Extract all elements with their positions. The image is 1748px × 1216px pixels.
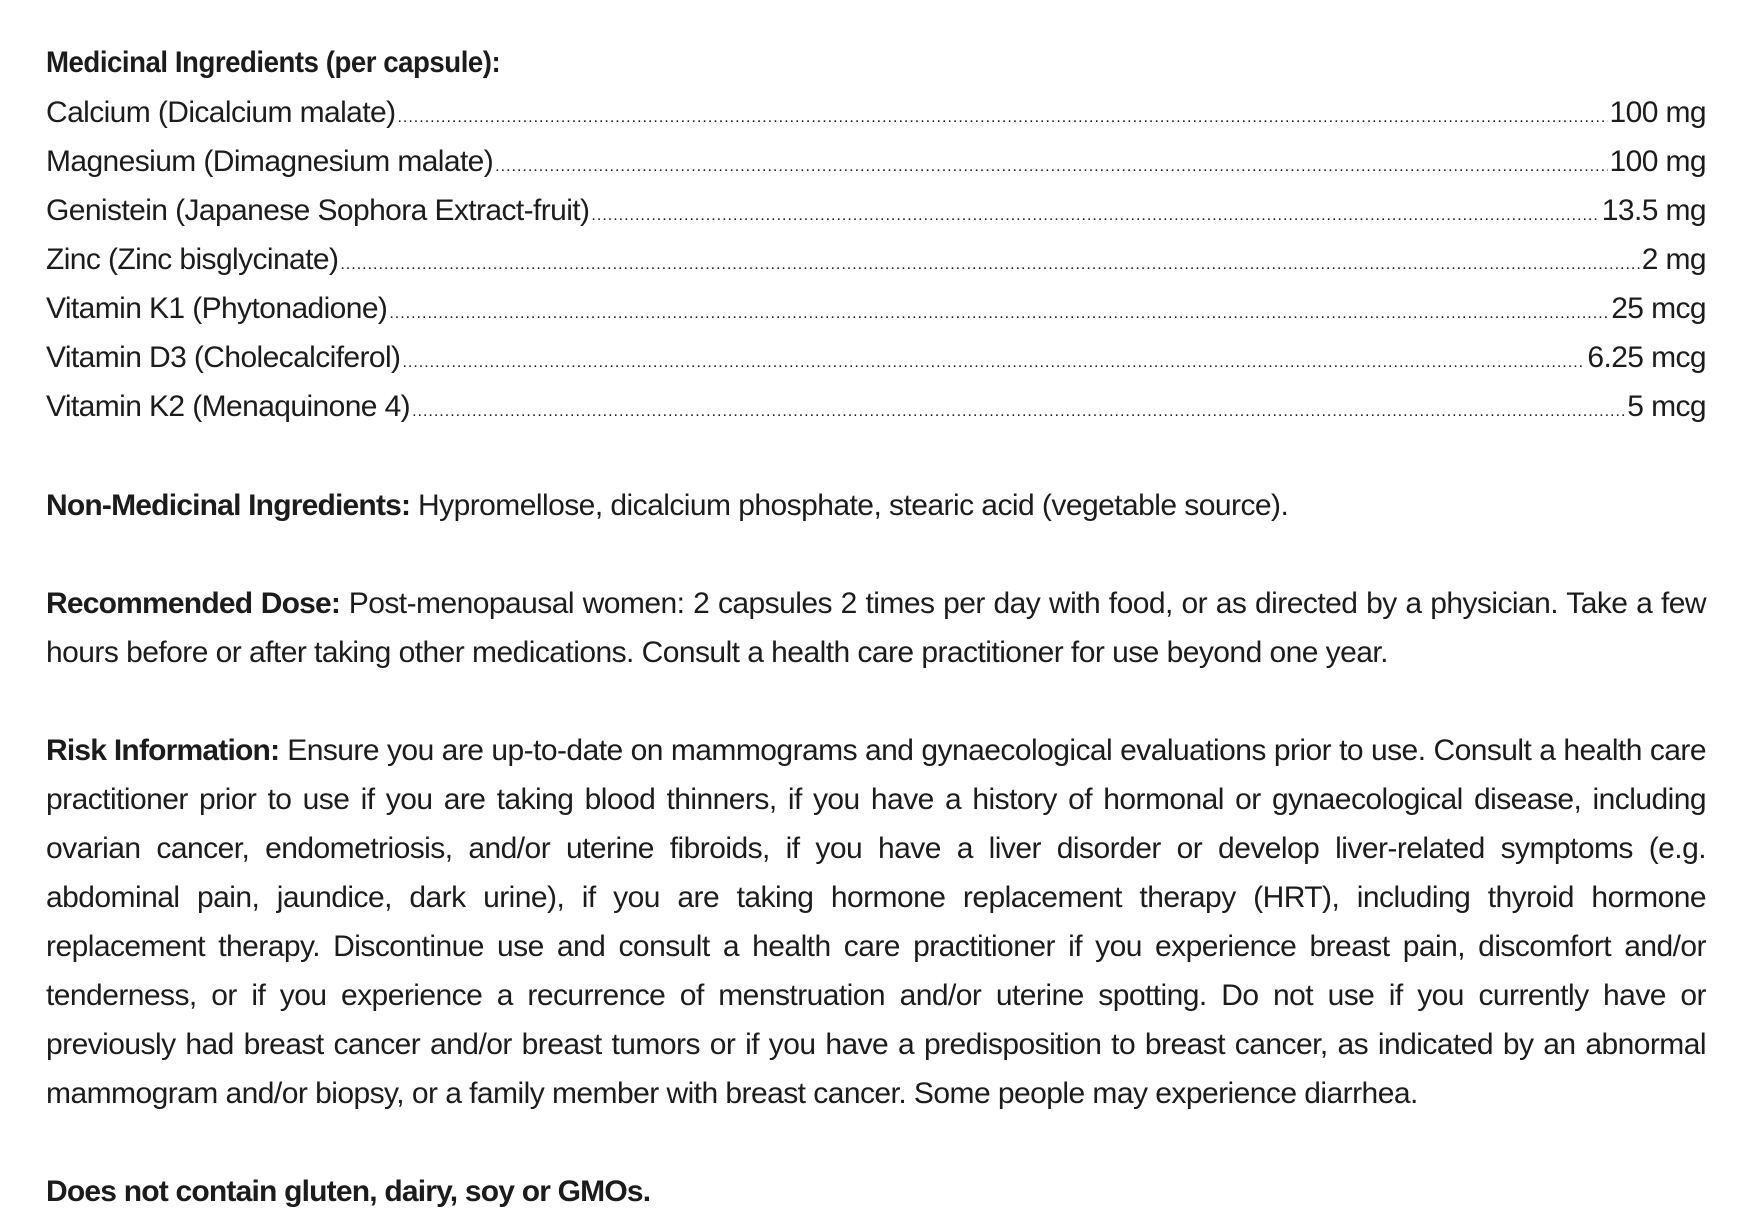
recommended-dose-text: Post-menopausal women: 2 capsules 2 times per day with food, or as directed by a physician. Take a few hours before or after taking other medications. Consult a health care practitioner for use beyond one year. xyxy=(46,587,1706,669)
dot-leader xyxy=(495,142,1607,191)
product-label xyxy=(46,38,1706,1216)
dot-leader xyxy=(389,289,1609,338)
ingredient-name: Genistein (Japanese Sophora Extract-fruit) xyxy=(46,194,590,227)
ingredient-amount: 25 mcg xyxy=(1611,292,1706,325)
recommended-dose-label: Recommended Dose: xyxy=(46,587,341,620)
ingredient-name: Vitamin K1 (Phytonadione) xyxy=(46,292,388,325)
dot-leader xyxy=(340,240,1639,289)
non-medicinal-ingredients xyxy=(46,481,1706,530)
ingredient-name: Magnesium (Dimagnesium malate) xyxy=(46,145,494,178)
ingredient-name: Calcium (Dicalcium malate) xyxy=(46,96,396,129)
ingredient-row xyxy=(46,333,1706,382)
ingredient-row xyxy=(46,88,1706,137)
ingredient-amount: 5 mcg xyxy=(1627,390,1706,423)
ingredient-amount: 100 mg xyxy=(1609,145,1706,178)
non-medicinal-label: Non-Medicinal Ingredients: xyxy=(46,489,411,522)
medicinal-ingredients-list xyxy=(46,88,1706,431)
ingredient-amount: 6.25 mcg xyxy=(1587,341,1706,374)
ingredient-amount: 13.5 mg xyxy=(1601,194,1706,227)
risk-information-text: Ensure you are up-to-date on mammograms and gynaecological evaluations prior to use. Consult a health care practitioner prior to use if you are taking blood thinners, if you have a history of hormonal or gynaecological disease, including ovarian cancer, endometriosis, and/or uterine fibroids, if you have a liver disorder or develop liver-related symptoms (e.g. abdominal pain, jaundice, dark urine), if you are taking hormone replacement therapy (HRT), including thyroid hormone replacement therapy. Discontinue use and consult a health care practitioner if you experience breast pain, discomfort and/or tenderness, or if you experience a recurrence of menstruation and/or uterine spotting. Do not use if you currently have or previously had breast cancer and/or breast tumors or if you have a predisposition to breast cancer, as indicated by an abnormal mammogram and/or biopsy, or a family member with breast cancer. Some people may experience diarrhea. xyxy=(46,734,1706,1110)
dot-leader xyxy=(397,93,1607,142)
allergen-statement: Does not contain gluten, dairy, soy or GMOs. xyxy=(46,1175,651,1208)
dot-leader xyxy=(402,338,1585,387)
ingredient-name: Zinc (Zinc bisglycinate) xyxy=(46,243,339,276)
ingredient-row xyxy=(46,235,1706,284)
ingredient-row xyxy=(46,186,1706,235)
dot-leader xyxy=(412,387,1625,436)
recommended-dose xyxy=(46,579,1706,677)
ingredient-row xyxy=(46,382,1706,431)
ingredient-name: Vitamin K2 (Menaquinone 4) xyxy=(46,390,411,423)
dot-leader xyxy=(591,191,1599,240)
ingredient-amount: 2 mg xyxy=(1641,243,1706,276)
risk-information-label: Risk Information: xyxy=(46,734,280,767)
ingredient-amount: 100 mg xyxy=(1609,96,1706,129)
risk-information xyxy=(46,726,1706,1118)
non-medicinal-text: Hypromellose, dicalcium phosphate, stearic acid (vegetable source). xyxy=(410,489,1289,522)
medicinal-ingredients-heading: Medicinal Ingredients (per capsule): xyxy=(46,46,501,79)
ingredient-row xyxy=(46,137,1706,186)
ingredient-row xyxy=(46,284,1706,333)
ingredient-name: Vitamin D3 (Cholecalciferol) xyxy=(46,341,401,374)
